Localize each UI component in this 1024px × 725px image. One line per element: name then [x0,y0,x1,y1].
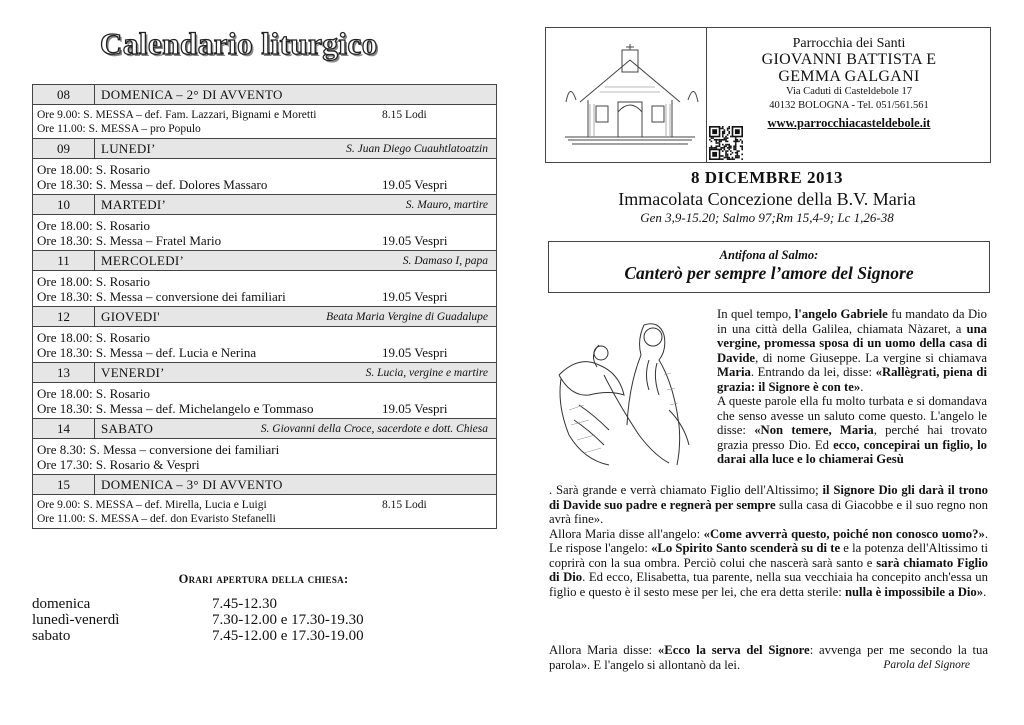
schedule-text: Ore 18.00: S. Rosario [37,386,151,401]
day-name: MARTEDI’ [101,196,167,212]
schedule-text: Ore 18.00: S. Rosario [37,162,151,177]
schedule-right: 19.05 Vespri [382,401,448,416]
parish-name-line1: GIOVANNI BATTISTA E [761,51,937,68]
day-number: 11 [33,251,95,270]
day-schedule [33,327,496,363]
day-name: VENERDI’ [101,364,165,380]
schedule-line [37,512,492,526]
day-saint: S. Mauro, martire [405,198,488,211]
day-header [33,475,496,495]
opening-day: lunedì-venerdì [32,612,120,628]
gospel-text-main: . Sarà grande e verrà chiamato Figlio dell'Altissimo; il Signore Dio gli darà il trono di Davide suo padre e regnerà per sempre sulla casa di Giacobbe e il suo regno non avrà fine». Allora Maria disse all'angelo: «Come avverrà questo, poiché non conosco uomo?». Le rispose l'angelo: «Lo Spirito Santo scenderà su di te e la potenza dell'Altissimo ti coprirà con la sua ombra. Perciò colui che nascerà sarà santo e sarà chiamato Figlio di Dio. Ed ecco, Elisabetta, tua parente, nella sua vecchiaia ha concepito anch'essa un figlio e questo è il sesto mese per lei, che era detta sterile: nulla è impossibile a Dio». [549,483,989,599]
day-header [33,251,496,271]
day-saint: S. Giovanni della Croce, sacerdote e dott. Chiesa [260,422,488,435]
schedule-line [37,233,492,248]
schedule-line [37,442,492,457]
schedule-line [37,289,492,304]
day-saint: Beata Maria Vergine di Guadalupe [326,310,488,323]
day-saint: S. Lucia, vergine e martire [365,366,488,379]
day-number: 09 [33,139,95,158]
day-name: DOMENICA – 2° DI AVVENTO [101,86,283,102]
day-schedule [33,383,496,419]
day-schedule [33,495,496,529]
schedule-right: 19.05 Vespri [382,289,448,304]
schedule-line [37,108,492,122]
schedule-text: Ore 9.00: S. MESSA – def. Mirella, Lucia e Luigi [37,499,267,511]
schedule-right: 19.05 Vespri [382,233,448,248]
opening-hours-title: Orari apertura della chiesa: [178,572,349,586]
schedule-line [37,401,492,416]
schedule-line [37,498,492,512]
opening-hours: 7.30-12.00 e 17.30-19.30 [212,612,364,628]
day-saint: S. Damaso I, papa [402,254,488,267]
parish-header [545,27,991,163]
day-number: 10 [33,195,95,214]
schedule-line [37,218,492,233]
gospel-text-end: Allora Maria disse: «Ecco la serva del Signore: avvenga per me secondo la tua parola». E l'angelo si allontanò da lei. Parola del Signore [549,643,989,672]
schedule-line [37,162,492,177]
day-header [33,419,496,439]
schedule-right: 19.05 Vespri [382,177,448,192]
schedule-right [382,122,492,136]
day-number: 13 [33,363,95,382]
schedule-line [37,386,492,401]
day-name: SABATO [101,420,154,436]
annunciation-illustration [549,315,697,470]
day-schedule [33,215,496,251]
calendar-title: Calendario liturgico [100,26,378,61]
opening-day: domenica [32,596,91,612]
day-header [33,139,496,159]
day-number: 08 [33,85,95,104]
day-name: DOMENICA – 3° DI AVVENTO [101,476,283,492]
gospel-text-intro: In quel tempo, l'angelo Gabriele fu mandato da Dio in una città della Galilea, chiamata Nàzaret, a una vergine, promessa sposa di un uomo della casa di Davide, di nome Giuseppe. La vergine si chiamava Maria. Entrando da lei, disse: «Rallègrati, piena di grazia: il Signore è con te». A queste parole ella fu molto turbata e si domandava che senso avesse un saluto come questo. L'angelo le disse: «Non temere, Maria, perché hai trovato grazia presso Dio. Ed ecco, concepirai un figlio, lo darai alla luce e lo chiamerai Gesù [717,307,987,466]
schedule-line [37,457,492,472]
calendar-table [32,84,497,529]
day-number: 12 [33,307,95,326]
schedule-text: Ore 18.30: S. Messa – def. Dolores Massaro [37,177,268,192]
schedule-line [37,122,492,136]
schedule-text: Ore 18.00: S. Rosario [37,330,151,345]
schedule-right [382,386,492,401]
schedule-right [382,442,492,457]
day-schedule [33,271,496,307]
parish-address: Via Caduti di Casteldebole 17 [786,86,912,97]
parish-divider [706,28,707,162]
schedule-text: Ore 17.30: S. Rosario & Vespri [37,457,200,472]
schedule-right [382,512,492,526]
feast-date: 8 DICEMBRE 2013 [690,168,843,187]
day-saint: S. Juan Diego Cuauhtlatoatzin [346,142,488,155]
day-number: 15 [33,475,95,494]
parish-name-line2: GEMMA GALGANI [778,68,920,85]
schedule-text: Ore 11.00: S. MESSA – pro Populo [37,123,201,135]
schedule-line [37,177,492,192]
schedule-right: 8.15 Lodi [382,499,427,511]
schedule-text: Ore 11.00: S. MESSA – def. don Evaristo Stefanelli [37,513,276,525]
feast-readings: Gen 3,9-15.20; Salmo 97;Rm 15,4-9; Lc 1,26-38 [640,210,894,225]
schedule-line [37,330,492,345]
opening-day: sabato [32,628,71,644]
opening-hours-row [32,628,495,644]
parish-name [708,51,990,85]
schedule-right: 8.15 Lodi [382,109,427,121]
day-header [33,363,496,383]
opening-hours-row [32,596,495,612]
schedule-text: Ore 18.30: S. Messa – def. Michelangelo e Tommaso [37,401,314,416]
schedule-right: 19.05 Vespri [382,345,448,360]
day-name: LUNEDI’ [101,140,156,156]
schedule-text: Ore 18.00: S. Rosario [37,218,151,233]
schedule-right [382,162,492,177]
day-schedule [33,439,496,475]
day-header [33,85,496,105]
opening-hours: 7.45-12.30 [212,596,277,612]
opening-hours: 7.45-12.00 e 17.30-19.00 [212,628,364,644]
day-header [33,195,496,215]
day-name: MERCOLEDI’ [101,252,185,268]
day-header [33,307,496,327]
day-schedule [33,105,496,139]
schedule-text: Ore 18.30: S. Messa – Fratel Mario [37,233,222,248]
schedule-text: Ore 9.00: S. MESSA – def. Fam. Lazzari, Bignami e Moretti [37,109,317,121]
feast-name: Immacolata Concezione della B.V. Maria [618,189,916,209]
schedule-text: Ore 18.30: S. Messa – def. Lucia e Nerina [37,345,257,360]
schedule-line [37,345,492,360]
day-number: 14 [33,419,95,438]
schedule-right [382,218,492,233]
gospel-closing: Parola del Signore [883,658,970,671]
schedule-right [382,330,492,345]
parish-label: Parrocchia dei Santi [792,36,906,51]
schedule-line [37,274,492,289]
parish-info [708,36,990,132]
day-schedule [33,159,496,195]
antiphon-box [548,241,990,293]
day-name: GIOVEDI' [101,308,160,324]
schedule-text: Ore 8.30: S. Messa – conversione dei familiari [37,442,280,457]
antiphon-label: Antifona al Salmo: [719,248,819,262]
schedule-right [382,274,492,289]
qr-code [709,126,743,160]
parish-website-link[interactable]: www.parrocchiacasteldebole.it [767,116,931,130]
opening-hours-list [32,596,495,644]
church-illustration [560,42,700,150]
schedule-text: Ore 18.00: S. Rosario [37,274,151,289]
schedule-text: Ore 18.30: S. Messa – conversione dei familiari [37,289,286,304]
antiphon-text: Canterò per sempre l’amore del Signore [624,263,914,283]
opening-hours-row [32,612,495,628]
parish-city-phone: 40132 BOLOGNA - Tel. 051/561.561 [769,100,929,111]
schedule-right [382,457,492,472]
